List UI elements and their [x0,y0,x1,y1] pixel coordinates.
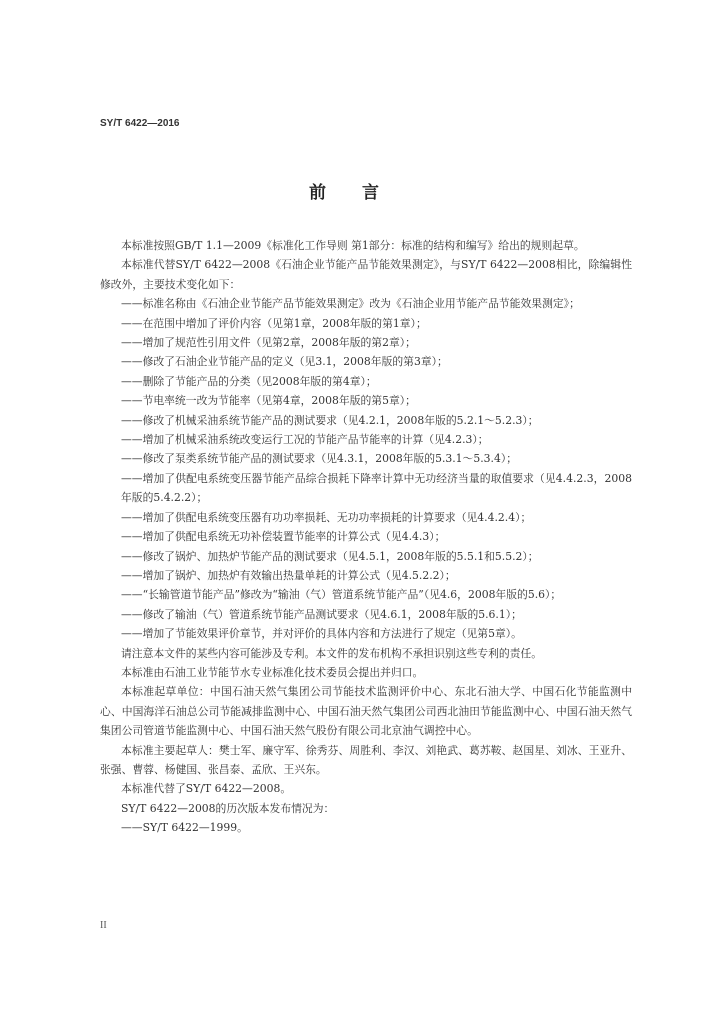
change-item: ——删除了节能产品的分类（见2008年版的第4章）； [121,374,377,388]
change-item: ——修改了锅炉、加热炉节能产品的测试要求（见4.5.1，2008年版的5.5.1和5.5.2）； [121,549,539,563]
paragraph: 本标准代替了SY/T 6422—2008。 [121,782,292,796]
change-item: ——修改了泵类系统节能产品的测试要求（见4.3.1，2008年版的5.3.1～5.3.4）； [121,452,518,466]
change-item: ——增加了锅炉、加热炉有效输出热量单耗的计算公式（见4.5.2.2）； [121,568,456,582]
page-number: II [100,920,107,931]
change-item: ——修改了输油（气）管道系统节能产品测试要求（见4.6.1，2008年版的5.6.1）； [121,607,522,621]
change-item: ——增加了节能效果评价章节，并对评价的具体内容和方法进行了规定（见第5章）。 [121,627,522,641]
paragraph: 本标准按照GB/T 1.1—2009《标准化工作导则 第1部分：标准的结构和编写》给出的规则起草。 [121,239,585,252]
change-item: ——节电率统一改为节能率（见第4章，2008年版的第5章）； [121,394,416,408]
change-item: ——增加了机械采油系统改变运行工况的节能产品节能率的计算（见4.2.3）； [121,433,489,447]
paragraph: SY/T 6422—2008的历次版本发布情况为： [121,801,335,815]
page-title: 前言 [309,183,415,203]
change-item: ——在范围中增加了评价内容（见第1章，2008年版的第1章）； [121,316,427,330]
change-item: ——修改了机械采油系统节能产品的测试要求（见4.2.1，2008年版的5.2.1～5.2.3）； [121,413,539,427]
foreword-body [100,236,632,838]
paragraph: 本标准由石油工业节能节水专业标准化技术委员会提出并归口。 [121,665,424,679]
paragraph: 本标准起草单位：中国石油天然气集团公司节能技术监测评价中心、东北石油大学、中国石化节能监测中心、中国海洋石油总公司节能减排监测中心、中国石油天然气集团公司西北油田节能监测中心、中国石油天然气集团公司管道节能监测中心、中国石油天然气股份有限公司北京油气调控中心。 [100,685,632,738]
change-item: ——标准名称由《石油企业节能产品节能效果测定》改为《石油企业用节能产品节能效果测定》； [121,297,580,311]
change-item: ——SY/T 6422—1999。 [121,821,248,835]
paragraph: 请注意本文件的某些内容可能涉及专利。本文件的发布机构不承担识别这些专利的责任。 [121,646,543,660]
change-item: ——“长输管道节能产品”修改为“输油（气）管道系统节能产品”（见4.6，2008年版的5.6）； [121,588,562,602]
change-item: ——增加了规范性引用文件（见第2章，2008年版的第2章）； [121,336,416,350]
paragraph: 本标准代替SY/T 6422—2008《石油企业节能产品节能效果测定》，与SY/T 6422—2008相比，除编辑性修改外，主要技术变化如下： [100,258,632,291]
change-item: ——增加了供配电系统变压器有功功率损耗、无功功率损耗的计算要求（见4.4.2.4）； [121,510,532,524]
change-item: ——增加了供配电系统变压器节能产品综合损耗下降率计算中无功经济当量的取值要求（见4.4.2.3，2008年版的5.4.2.2）； [121,471,632,505]
change-item: ——修改了石油企业节能产品的定义（见3.1，2008年版的第3章）； [121,355,448,369]
standard-code: SY/T 6422—2016 [100,118,180,129]
paragraph: 本标准主要起草人：樊士军、廉守军、徐秀芬、周胜利、李汉、刘艳武、葛苏鞍、赵国星、刘冰、王亚升、张强、曹蓉、杨健国、张昌泰、孟欣、王兴东。 [100,743,632,776]
change-item: ——增加了供配电系统无功补偿装置节能率的计算公式（见4.4.3）； [121,530,446,544]
